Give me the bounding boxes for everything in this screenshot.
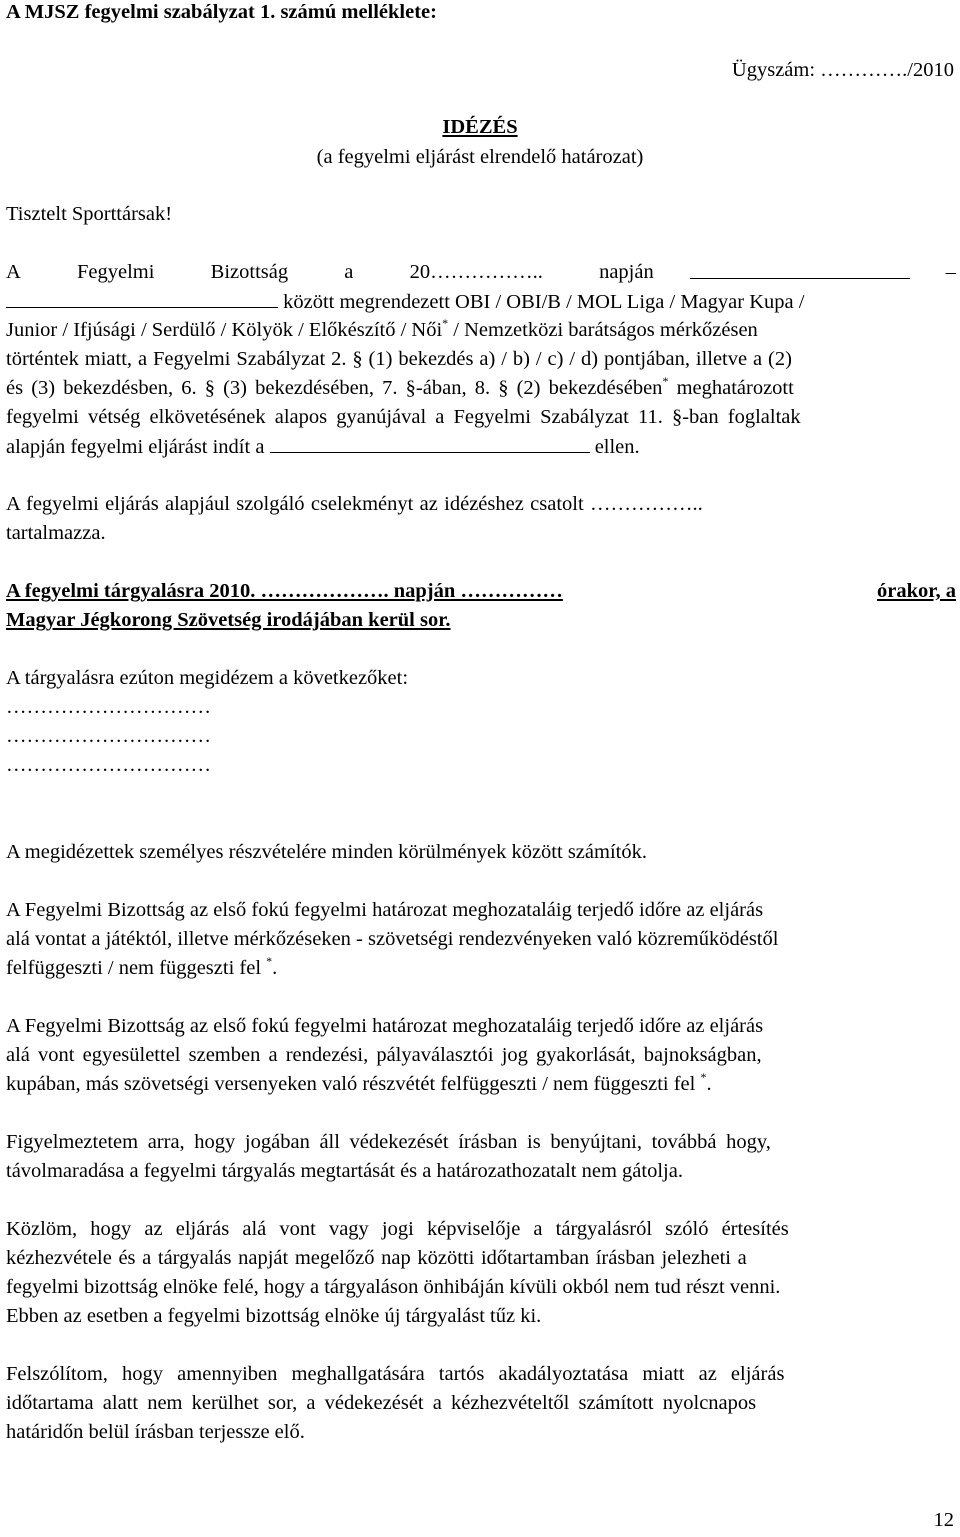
defense-line-1: Figyelmeztetem arra, hogy jogában áll védekezését írásban is benyújtani, továbbá hogy, [6,1131,771,1153]
para-presence: A megidézettek személyes részvételére minden körülmények között számítók. [6,841,647,863]
para1-line-5 [6,376,794,400]
summon-intro: A tárgyalásra ezúton megidézem a következőket: [6,667,409,689]
para1-line-3 [6,318,758,342]
suspend2-text: kupában, más szövetségi versenyeken való részvétét felfüggeszti / nem függeszti fel [6,1073,701,1095]
suspend1-line-2: alá vontat a játéktól, illetve mérkőzéseken - szövetségi rendezvényeken való közreműködéstől [6,928,779,950]
defense-line-2: távolmaradása a fegyelmi tárgyalás megtartását és a határozathozatalt nem gátolja. [6,1160,683,1182]
suspend2-line-1: A Fegyelmi Bizottság az első fokú fegyelmi határozat meghozataláig terjedő időre az eljárás [6,1015,764,1037]
para1-line-4: történtek miatt, a Fegyelmi Szabályzat 2. § (1) bekezdés a) / b) / c) / d) pontjában, illetve a (2) [6,348,792,370]
para1-word: a [344,261,354,283]
summon-dots: ………………………… [6,725,211,747]
para2-line-1: A fegyelmi eljárás alapjául szolgáló cselekményt az idézéshez csatolt …………….. [6,493,703,515]
para1-word: napján [599,261,654,283]
suspend2-line-3 [6,1072,712,1096]
para1-line-1 [6,260,956,284]
notice-line-2: kézhezvétele és a tárgyalás napját megelőző nap közötti időtartamban írásban jelezheti a [6,1247,747,1269]
team-blank-line [6,289,278,308]
hearing-line-1 [6,579,956,603]
call-line-3: határidőn belül írásban terjessze elő. [6,1421,305,1443]
para1-text: Junior / Ifjúsági / Serdülő / Kölyök / Előkészítő / Női [6,319,443,341]
para1-line-6: fegyelmi vétség elkövetésének alapos gyanújával a Fegyelmi Szabályzat 11. §-ban foglaltak [6,406,801,428]
suspend2-text: . [706,1073,712,1095]
para1-text: alapján fegyelmi eljárást indít a [6,436,265,458]
para1-dash: – [945,261,956,283]
para1-text: és (3) bekezdésben, 6. § (3) bekezdésében, 7. §-ában, 8. § (2) bekezdésében [6,377,663,399]
footnote-star: * [662,374,669,388]
para1-text: meghatározott [668,377,794,399]
summon-dots: ………………………… [6,754,211,776]
document-title: IDÉZÉS [442,116,518,138]
hearing-date: A fegyelmi tárgyalásra 2010. ………………. napján …………… [6,580,563,602]
para2-line-2: tartalmazza. [6,522,106,544]
notice-line-3: fegyelmi bizottság elnöke felé, hogy a tárgyaláson önhibáján kívüli okból nem tud részt venni. [6,1276,781,1298]
para1-text: ellen. [589,436,640,458]
para1-word: Fegyelmi [77,261,155,283]
case-number: Ügyszám: …………./2010 [731,59,954,81]
summon-dots: ………………………… [6,696,211,718]
suspend1-text: . [272,957,278,979]
suspend2-line-2: alá vont egyesülettel szemben a rendezési, pályaválasztói jog gyakorlását, bajnokságban, [6,1044,762,1066]
call-line-2: időtartama alatt nem kerülhet sor, a védekezését a kézhezvételtől számított nyolcnapos [6,1392,757,1414]
hearing-location: Magyar Jégkorong Szövetség irodájában kerül sor. [6,609,451,631]
para1-text: között megrendezett OBI / OBI/B / MOL Liga / Magyar Kupa / [283,291,805,313]
document-subtitle: (a fegyelmi eljárást elrendelő határozat) [316,146,644,168]
para1-text: / Nemzetközi barátságos mérkőzésen [448,319,758,341]
call-line-1: Felszólítom, hogy amennyiben meghallgatására tartós akadályoztatása miatt az eljárás [6,1363,785,1385]
suspend1-text: felfüggeszti / nem függeszti fel [6,957,267,979]
suspend1-line-1: A Fegyelmi Bizottság az első fokú fegyelmi határozat meghozataláig terjedő időre az eljárás [6,899,764,921]
footnote-star: * [266,954,273,968]
footnote-star: * [442,316,449,330]
para1-line-2 [6,289,804,314]
para1-word: A [6,261,21,283]
notice-line-1: Közlöm, hogy az eljárás alá vont vagy jogi képviselője a tárgyalásról szóló értesítés [6,1218,789,1240]
salutation: Tisztelt Sporttársak! [6,203,173,225]
annex-title: A MJSZ fegyelmi szabályzat 1. számú melléklete: [6,1,437,23]
notice-line-4: Ebben az esetben a fegyelmi bizottság elnöke új tárgyalást tűz ki. [6,1305,542,1327]
date-blank-line [690,260,910,279]
suspend1-line-3 [6,956,277,980]
footnote-star: * [700,1070,707,1084]
defendant-blank-line [270,434,590,453]
hearing-time: órakor, a [877,580,956,602]
para1-word: Bizottság [210,261,289,283]
page-number: 12 [933,1509,954,1531]
para1-word: 20…………….. [409,261,543,283]
para1-line-7 [6,434,640,459]
